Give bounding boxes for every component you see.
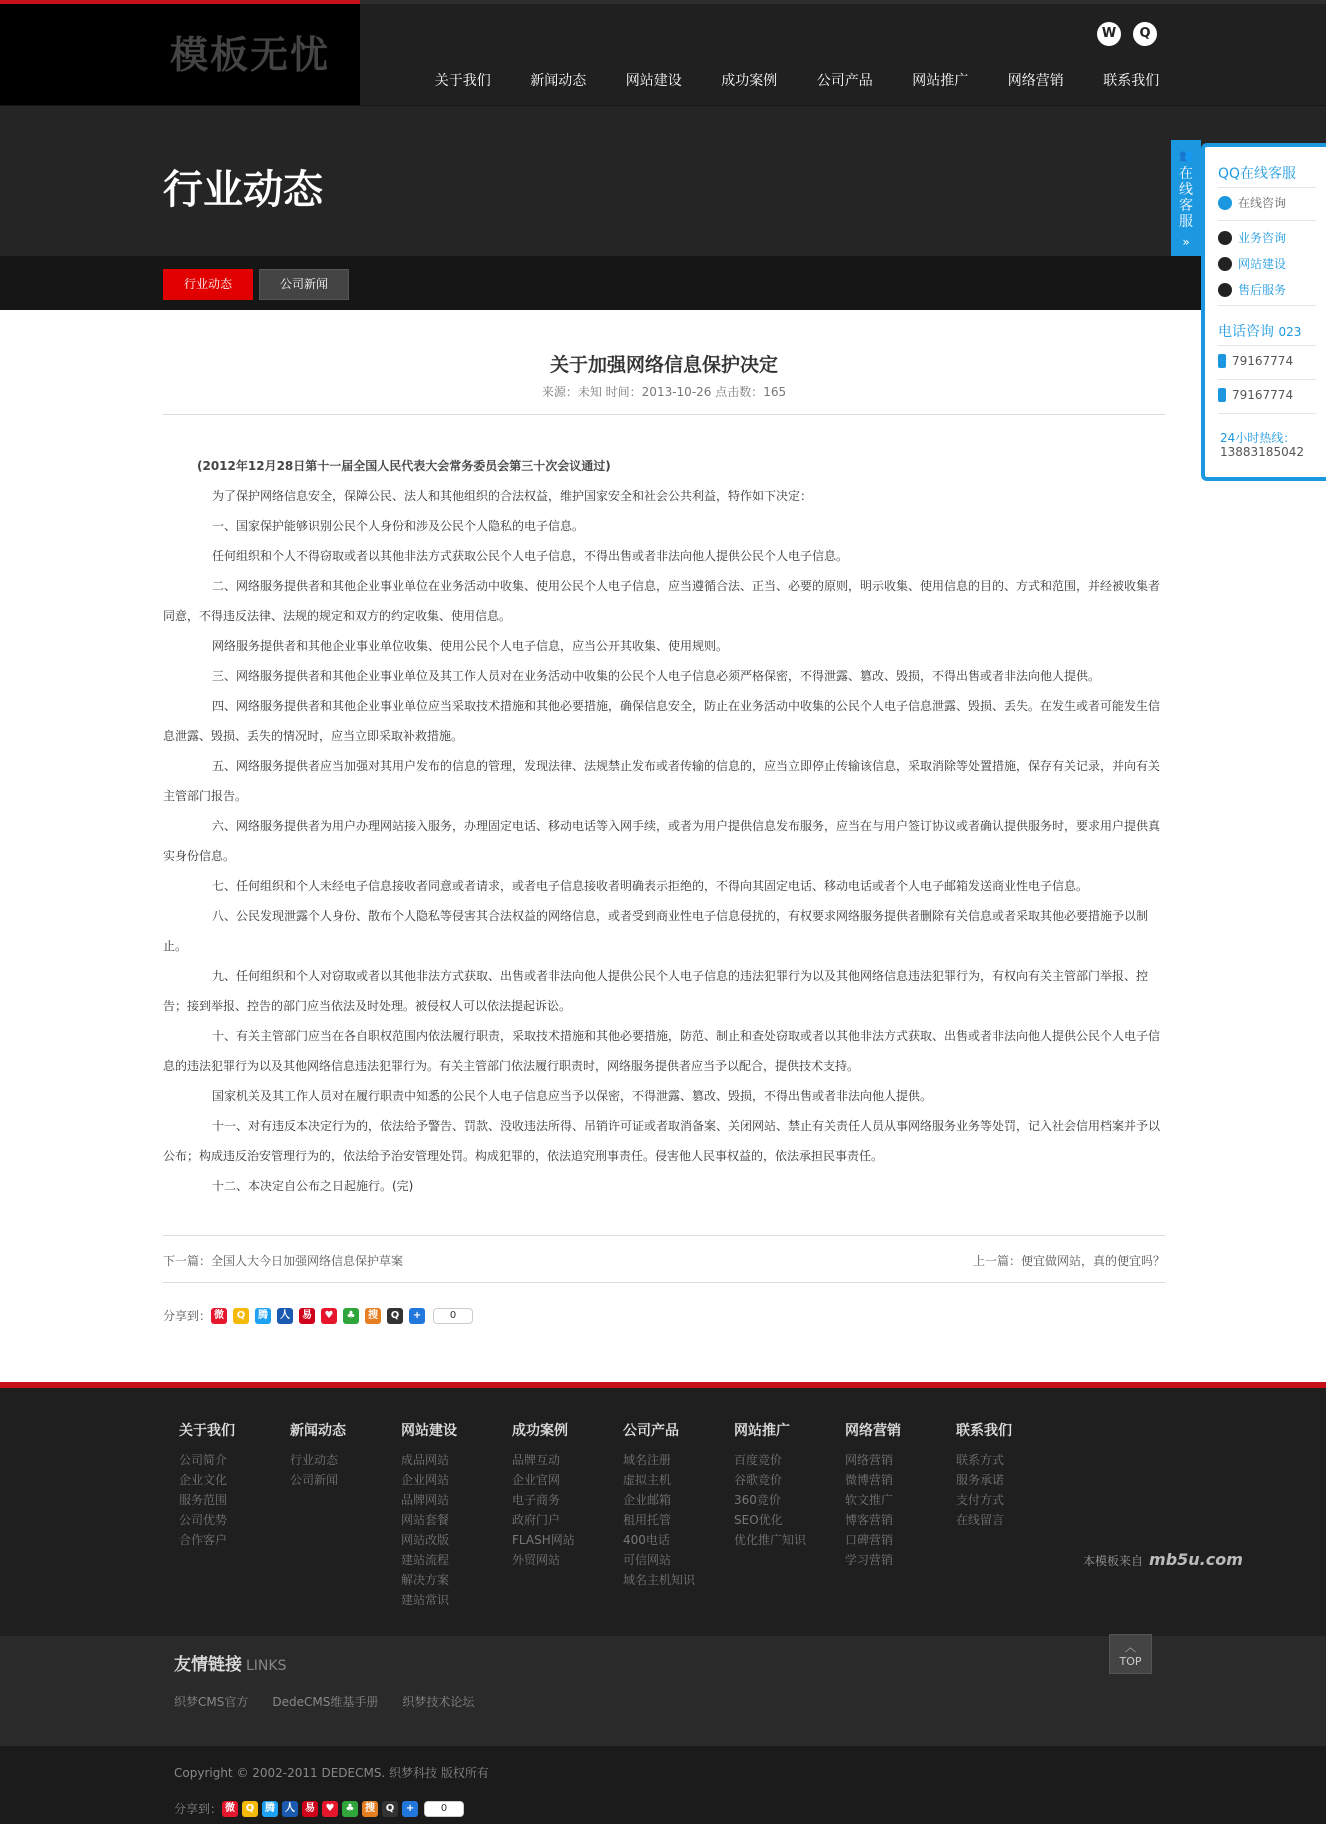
article-paragraph: 十一、对有违反本决定行为的，依法给予警告、罚款、没收违法所得、吊销许可证或者取消备案、关闭网站、禁止有关责任人员从事网络服务业务等处罚，记入社会信用档案并予以公布；构成违反治安管理行为的，依法给予治安管理处罚。构成犯罪的，依法追究刑事责任。侵害他人民事权益的，依法承担民事责任。 bbox=[163, 1119, 1161, 1163]
share-count[interactable]: 0 bbox=[424, 1801, 464, 1817]
footer-link[interactable]: 联系方式 bbox=[956, 1453, 1005, 1467]
sina-weibo-share-icon[interactable]: 微 bbox=[211, 1308, 227, 1324]
footer-link[interactable]: 政府门户 bbox=[512, 1513, 561, 1527]
footer-column-title: 新闻动态 bbox=[290, 1423, 346, 1439]
nav-website-building[interactable]: 网站建设 bbox=[625, 73, 682, 89]
article-paragraph: 为了保护网络信息安全，保障公民、法人和其他组织的合法权益，维护国家安全和社会公共利益，特作如下决定： bbox=[212, 489, 813, 503]
footer-link[interactable]: 在线留言 bbox=[956, 1513, 1005, 1527]
nav-about[interactable]: 关于我们 bbox=[434, 73, 491, 89]
main-nav bbox=[415, 70, 1179, 90]
qq-icon[interactable]: Q bbox=[1133, 22, 1157, 46]
footer-link[interactable]: 软文推广 bbox=[845, 1493, 894, 1507]
mb5u-logo[interactable]: mb5u.com bbox=[1149, 1550, 1243, 1569]
article-pagination bbox=[163, 1235, 1165, 1283]
qq-penguin-icon bbox=[1218, 283, 1232, 297]
header-top-line bbox=[360, 0, 1326, 4]
next-article-link[interactable]: 下一篇：全国人大今日加强网络信息保护草案 bbox=[163, 1254, 404, 1268]
nav-marketing[interactable]: 网络营销 bbox=[1007, 73, 1064, 89]
footer-link[interactable]: 合作客户 bbox=[179, 1533, 228, 1547]
footer-link[interactable]: 网络营销 bbox=[845, 1453, 894, 1467]
panel-divider bbox=[1218, 379, 1316, 380]
sohu-share-icon[interactable]: 搜 bbox=[365, 1308, 381, 1324]
article-paragraph: 十、有关主管部门应当在各自职权范围内依法履行职责，采取技术措施和其他必要措施，防范、制止和查处窃取或者以其他非法方式获取、出售或者非法向他人提供公民个人电子信息的违法犯罪行为以及其他网络信息违法犯罪行为。有关主管部门依法履行职责时，网络服务提供者应当予以配合，提供技术支持。 bbox=[163, 1029, 1161, 1073]
footer-link[interactable]: 企业邮箱 bbox=[623, 1493, 672, 1507]
footer-share-bar bbox=[174, 1800, 464, 1817]
double-chevron-right-icon: » bbox=[1182, 235, 1190, 249]
footer-link[interactable]: 博客营销 bbox=[845, 1513, 894, 1527]
phone-area-code: 023 bbox=[1278, 325, 1302, 339]
online-consult[interactable] bbox=[1218, 194, 1286, 211]
footer-link[interactable]: 外贸网站 bbox=[512, 1553, 561, 1567]
back-to-top-label: TOP bbox=[1119, 1655, 1142, 1668]
footer-column-title: 成功案例 bbox=[512, 1423, 568, 1439]
header bbox=[0, 0, 1326, 105]
footer-column bbox=[401, 1420, 501, 1610]
qq-friend-share-icon[interactable]: Q bbox=[387, 1308, 403, 1324]
phone-number-text: 79167774 bbox=[1232, 354, 1294, 368]
panel-divider bbox=[1218, 413, 1316, 414]
site-logo[interactable]: 模板无忧 bbox=[170, 33, 331, 77]
footer-link[interactable]: 租用托管 bbox=[623, 1513, 672, 1527]
hotline-number: 13883185042 bbox=[1220, 445, 1304, 459]
phone-number bbox=[1218, 354, 1293, 368]
footer-link[interactable]: 品牌网站 bbox=[401, 1493, 450, 1507]
phone-number bbox=[1218, 388, 1293, 402]
service-people-icon: 👥 bbox=[1179, 149, 1193, 162]
article-paragraph: 四、网络服务提供者和其他企业事业单位应当采取技术措施和其他必要措施，确保信息安全，防止在业务活动中收集的公民个人电子信息泄露、毁损、丢失。在发生或者可能发生信息泄露、毁损、丢失的情况时，应当立即采取补救措施。 bbox=[163, 699, 1161, 743]
footer-link[interactable]: 解决方案 bbox=[401, 1573, 450, 1587]
copyright-text: Copyright © 2002-2011 DEDECMS. 织梦科技 版权所有 bbox=[174, 1766, 489, 1780]
friend-links-title-text: 友情链接 bbox=[174, 1655, 242, 1675]
footer-link[interactable]: 支付方式 bbox=[956, 1493, 1005, 1507]
qq-penguin-icon bbox=[1218, 231, 1232, 245]
footer-link[interactable]: 微博营销 bbox=[845, 1473, 894, 1487]
more-share-icon[interactable]: + bbox=[402, 1801, 418, 1817]
footer-link[interactable]: 域名注册 bbox=[623, 1453, 672, 1467]
qq-service-item[interactable] bbox=[1218, 281, 1286, 298]
tab-company-news[interactable]: 公司新闻 bbox=[259, 269, 349, 300]
footer-column bbox=[179, 1420, 279, 1550]
renren-share-icon[interactable]: 人 bbox=[277, 1308, 293, 1324]
footer-column-title: 网站推广 bbox=[734, 1423, 790, 1439]
friend-links bbox=[174, 1693, 474, 1710]
tencent-weibo-share-icon[interactable]: 腾 bbox=[262, 1801, 278, 1817]
article-body bbox=[163, 451, 1165, 1201]
page-title: 行业动态 bbox=[163, 167, 323, 213]
qq-service-label: 业务咨询 bbox=[1238, 231, 1287, 245]
article-paragraph: 任何组织和个人不得窃取或者以其他非法方式获取公民个人电子信息，不得出售或者非法向他人提供公民个人电子信息。 bbox=[212, 549, 849, 563]
panel-divider bbox=[1218, 305, 1316, 306]
nav-cases[interactable]: 成功案例 bbox=[721, 73, 778, 89]
kaixin-share-icon[interactable]: ♣ bbox=[342, 1801, 358, 1817]
renren-share-icon[interactable]: 人 bbox=[282, 1801, 298, 1817]
sina-weibo-share-icon[interactable]: 微 bbox=[222, 1801, 238, 1817]
footer-link[interactable]: 建站常识 bbox=[401, 1593, 450, 1607]
footer-link[interactable]: 服务承诺 bbox=[956, 1473, 1005, 1487]
article bbox=[163, 310, 1165, 1201]
phone-icon bbox=[1218, 388, 1226, 402]
like-share-icon[interactable]: ♥ bbox=[321, 1308, 337, 1324]
article-paragraph: 五、网络服务提供者应当加强对其用户发布的信息的管理，发现法律、法规禁止发布或者传输的信息的，应当立即停止传输该信息，采取消除等处置措施，保存有关记录，并向有关主管部门报告。 bbox=[163, 759, 1161, 803]
qq-service-label: 售后服务 bbox=[1238, 283, 1287, 297]
article-paragraph: 国家机关及其工作人员对在履行职责中知悉的公民个人电子信息应当予以保密，不得泄露、篡改、毁损，不得出售或者非法向他人提供。 bbox=[212, 1089, 933, 1103]
footer-link[interactable]: FLASH网站 bbox=[512, 1533, 575, 1547]
article-paragraph: 一、国家保护能够识别公民个人身份和涉及公民个人隐私的电子信息。 bbox=[212, 519, 585, 533]
footer-column bbox=[845, 1420, 945, 1570]
article-divider bbox=[163, 414, 1165, 415]
chat-bubble-icon bbox=[1218, 196, 1232, 210]
footer-column bbox=[623, 1420, 723, 1590]
footer-link[interactable]: 建站流程 bbox=[401, 1553, 450, 1567]
footer-link[interactable]: 企业文化 bbox=[179, 1473, 228, 1487]
article-paragraph: 七、任何组织和个人未经电子信息接收者同意或者请求，或者电子信息接收者明确表示拒绝的，不得向其固定电话、移动电话或者个人电子邮箱发送商业性电子信息。 bbox=[212, 879, 1089, 893]
netease-share-icon[interactable]: 易 bbox=[302, 1801, 318, 1817]
article-paragraph: 二、网络服务提供者和其他企业事业单位在业务活动中收集、使用公民个人电子信息，应当遵循合法、正当、必要的原则，明示收集、使用信息的目的、方式和范围，并经被收集者同意，不得违反法律、法规的规定和双方的约定收集、使用信息。 bbox=[163, 579, 1161, 623]
footer-link[interactable]: 400电话 bbox=[623, 1533, 670, 1547]
phone-consult-label: 电话咨询 bbox=[1218, 324, 1274, 340]
more-share-icon[interactable]: + bbox=[409, 1308, 425, 1324]
footer-link[interactable]: 成品网站 bbox=[401, 1453, 450, 1467]
header-accent-bar bbox=[0, 0, 360, 4]
footer-link[interactable]: 谷歌竞价 bbox=[734, 1473, 783, 1487]
friend-link[interactable]: 织梦CMS官方 bbox=[174, 1695, 249, 1709]
footer-link[interactable]: 电子商务 bbox=[512, 1493, 561, 1507]
qq-service-item[interactable] bbox=[1218, 229, 1286, 246]
article-paragraph: 十二、本决定自公布之日起施行。(完) bbox=[212, 1179, 414, 1193]
friend-links-subtitle: LINKS bbox=[246, 1658, 287, 1674]
panel-divider bbox=[1218, 345, 1316, 346]
nav-contact[interactable]: 联系我们 bbox=[1103, 73, 1160, 89]
page-banner bbox=[0, 105, 1326, 257]
sohu-share-icon[interactable]: 搜 bbox=[362, 1801, 378, 1817]
article-paragraph: 八、公民发现泄露个人身份、散布个人隐私等侵害其合法权益的网络信息，或者受到商业性电子信息侵扰的，有权要求网络服务提供者删除有关信息或者采取其他必要措施予以制止。 bbox=[163, 909, 1149, 953]
phone-number-text: 79167774 bbox=[1232, 388, 1294, 402]
hotline-label: 24小时热线： bbox=[1220, 431, 1296, 445]
footer-column-title: 网络营销 bbox=[845, 1423, 901, 1439]
footer-sitemap bbox=[0, 1388, 1326, 1636]
footer-link[interactable]: 360竞价 bbox=[734, 1493, 781, 1507]
friend-link[interactable]: DedeCMS维基手册 bbox=[272, 1695, 379, 1709]
footer-link[interactable]: 口碑营销 bbox=[845, 1533, 894, 1547]
article-title: 关于加强网络信息保护决定 bbox=[549, 354, 778, 376]
logo-block bbox=[0, 0, 360, 105]
article-paragraph: 三、网络服务提供者和其他企业事业单位及其工作人员对在业务活动中收集的公民个人电子信息必须严格保密，不得泄露、篡改、毁损，不得出售或者非法向他人提供。 bbox=[212, 669, 1101, 683]
panel-divider bbox=[1218, 187, 1316, 188]
back-to-top-button[interactable] bbox=[1109, 1634, 1152, 1674]
qq-friend-share-icon[interactable]: Q bbox=[382, 1801, 398, 1817]
qzone-share-icon[interactable]: Q bbox=[242, 1801, 258, 1817]
footer-column bbox=[512, 1420, 612, 1570]
qq-service-panel bbox=[1201, 143, 1326, 481]
footer-link[interactable]: 企业网站 bbox=[401, 1473, 450, 1487]
footer-link[interactable]: 公司优势 bbox=[179, 1513, 228, 1527]
footer-column bbox=[734, 1420, 834, 1550]
tencent-weibo-share-icon[interactable]: 腾 bbox=[255, 1308, 271, 1324]
footer-link[interactable]: 优化推广知识 bbox=[734, 1533, 807, 1547]
nav-products[interactable]: 公司产品 bbox=[816, 73, 873, 89]
friend-link[interactable]: 织梦技术论坛 bbox=[402, 1695, 475, 1709]
kaixin-share-icon[interactable]: ♣ bbox=[343, 1308, 359, 1324]
qq-tab-label: 在线客服 bbox=[1179, 166, 1193, 230]
article-meta: 来源：未知 时间：2013-10-26 点击数：165 bbox=[541, 385, 787, 399]
netease-share-icon[interactable]: 易 bbox=[299, 1308, 315, 1324]
footer-link[interactable]: 品牌互动 bbox=[512, 1453, 561, 1467]
tab-industry-news[interactable]: 行业动态 bbox=[163, 269, 253, 300]
chevron-up-icon: ︿ bbox=[1125, 1641, 1136, 1654]
qq-penguin-icon bbox=[1218, 257, 1232, 271]
footer-column-title: 关于我们 bbox=[179, 1423, 235, 1439]
footer-share-label: 分享到： bbox=[174, 1802, 223, 1816]
category-tabs bbox=[0, 257, 1326, 310]
footer-column bbox=[290, 1420, 390, 1490]
footer-link[interactable]: SEO优化 bbox=[734, 1513, 783, 1527]
footer-link[interactable]: 可信网站 bbox=[623, 1553, 672, 1567]
footer-link[interactable]: 网站改版 bbox=[401, 1533, 450, 1547]
template-source-label: 本模板来自 bbox=[1083, 1554, 1144, 1568]
footer-link[interactable]: 企业官网 bbox=[512, 1473, 561, 1487]
social-links bbox=[1097, 22, 1157, 46]
online-consult-label: 在线咨询 bbox=[1238, 196, 1287, 210]
footer-column bbox=[956, 1420, 1056, 1530]
footer-link[interactable]: 公司新闻 bbox=[290, 1473, 339, 1487]
footer-column-title: 联系我们 bbox=[956, 1423, 1012, 1439]
panel-divider bbox=[1218, 220, 1316, 221]
article-paragraph: (2012年12月28日第十一届全国人民代表大会常务委员会第三十次会议通过) bbox=[197, 459, 611, 473]
footer-link[interactable]: 虚拟主机 bbox=[623, 1473, 672, 1487]
qq-service-label: 网站建设 bbox=[1238, 257, 1287, 271]
article-paragraph: 网络服务提供者和其他企业事业单位收集、使用公民个人电子信息，应当公开其收集、使用规则。 bbox=[212, 639, 729, 653]
footer-column-title: 公司产品 bbox=[623, 1423, 679, 1439]
article-paragraph: 六、网络服务提供者为用户办理网站接入服务，办理固定电话、移动电话等入网手续，或者为用户提供信息发布服务，应当在与用户签订协议或者确认提供服务时，要求用户提供真实身份信息。 bbox=[163, 819, 1161, 863]
friend-links-title bbox=[174, 1650, 286, 1675]
share-count[interactable]: 0 bbox=[433, 1308, 473, 1324]
qzone-share-icon[interactable]: Q bbox=[233, 1308, 249, 1324]
nav-news[interactable]: 新闻动态 bbox=[530, 73, 587, 89]
share-label: 分享到： bbox=[163, 1309, 212, 1323]
template-source bbox=[1083, 1550, 1243, 1569]
footer-link[interactable]: 学习营销 bbox=[845, 1553, 894, 1567]
copyright-section bbox=[0, 1746, 1326, 1824]
footer-link[interactable]: 服务范围 bbox=[179, 1493, 228, 1507]
like-share-icon[interactable]: ♥ bbox=[322, 1801, 338, 1817]
footer-link[interactable]: 行业动态 bbox=[290, 1453, 339, 1467]
share-bar bbox=[163, 1307, 473, 1324]
phone-icon bbox=[1218, 354, 1226, 368]
footer-link[interactable]: 域名主机知识 bbox=[623, 1573, 696, 1587]
phone-consult-title bbox=[1218, 321, 1301, 341]
footer-link[interactable]: 百度竞价 bbox=[734, 1453, 783, 1467]
weibo-icon[interactable]: W bbox=[1097, 22, 1121, 46]
article-paragraph: 九、任何组织和个人对窃取或者以其他非法方式获取、出售或者非法向他人提供公民个人电子信息的违法犯罪行为以及其他网络信息违法犯罪行为，有权向有关主管部门举报、控告；接到举报、控告的部门应当依法及时处理。被侵权人可以依法提起诉讼。 bbox=[163, 969, 1149, 1013]
qq-service-toggle[interactable] bbox=[1171, 140, 1201, 256]
footer-link[interactable]: 网站套餐 bbox=[401, 1513, 450, 1527]
nav-promotion[interactable]: 网站推广 bbox=[912, 73, 969, 89]
footer-column-title: 网站建设 bbox=[401, 1423, 457, 1439]
footer-link[interactable]: 公司简介 bbox=[179, 1453, 228, 1467]
prev-article-link[interactable]: 上一篇：便宜做网站，真的便宜吗？ bbox=[972, 1254, 1165, 1268]
qq-service-item[interactable] bbox=[1218, 255, 1286, 272]
qq-panel-title: QQ在线客服 bbox=[1218, 166, 1297, 182]
